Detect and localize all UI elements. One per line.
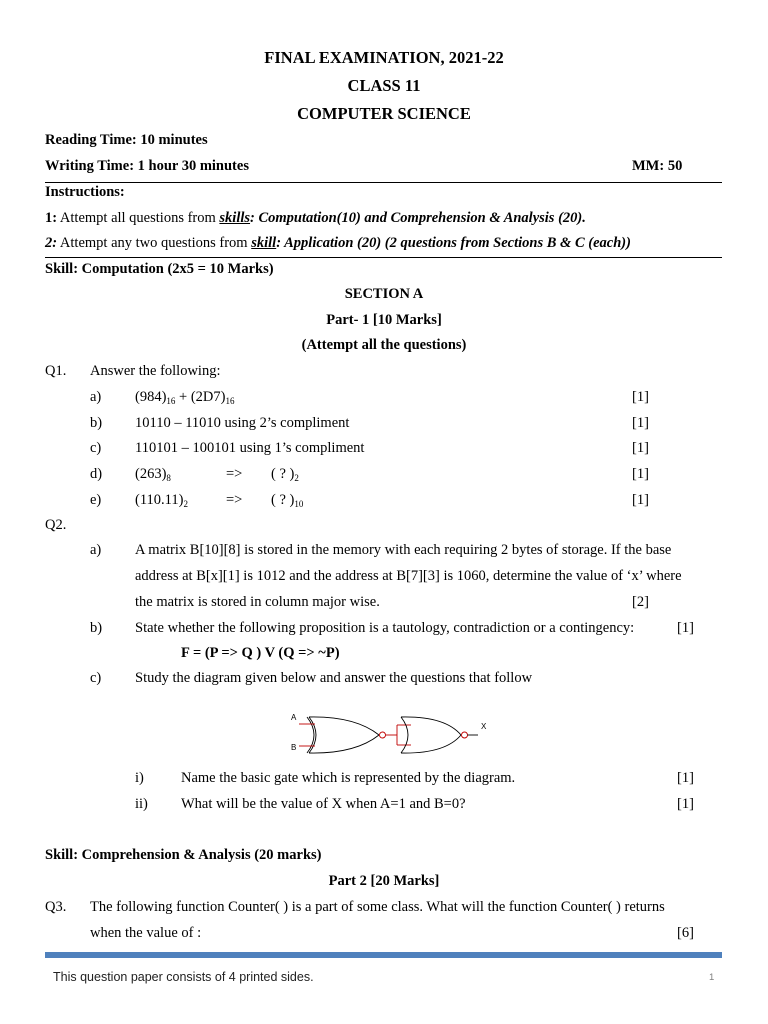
diagram-output-label: X [481, 722, 487, 731]
q2a-line1: A matrix B[10][8] is stored in the memory with each requiring 2 bytes of storage. If the base [135, 542, 672, 558]
gate-2-bubble [462, 732, 468, 738]
q2c-label: c) [90, 670, 102, 686]
q3-number: Q3. [45, 899, 67, 915]
q1d-value: $(263)_8$ [135, 466, 171, 483]
q2c-ii-text: What will be the value of X when A=1 and B=0? [181, 796, 466, 812]
instruction-1 [45, 210, 586, 227]
q1b-text: 10110 – 11010 using 2’s compliment [135, 415, 350, 431]
q2a-label: a) [90, 542, 102, 558]
q1a-marks: [1] [632, 389, 649, 405]
q1e-marks: [1] [632, 492, 649, 508]
instruction-2-number: 2: [45, 235, 58, 251]
q1c-marks: [1] [632, 440, 649, 456]
q1e-target: ( ? )$_{10}$ [271, 492, 304, 509]
part-1-note: (Attempt all the questions) [301, 337, 467, 353]
header-divider [45, 182, 722, 183]
q1d-marks: [1] [632, 466, 649, 482]
q1-text: Answer the following: [90, 363, 221, 379]
class-title: CLASS 11 [347, 76, 421, 95]
q2c-i-text: Name the basic gate which is represented by the diagram. [181, 770, 516, 786]
q2b-label: b) [90, 620, 103, 636]
instruction-1-text: Attempt all questions from [57, 210, 220, 226]
q1-number: Q1. [45, 363, 67, 379]
q1a-text: $(984)_{16} + (2D7)_{16}$ [135, 389, 235, 406]
q1c-label: c) [90, 440, 102, 456]
q2c-i-marks: [1] [677, 770, 694, 786]
instructions-divider [45, 257, 722, 258]
q2-number: Q2. [45, 517, 67, 533]
skill-comprehension-heading: Skill: Comprehension & Analysis (20 marks) [45, 847, 322, 863]
diagram-input-a-label: A [291, 713, 297, 722]
q2b-text: State whether the following proposition is a tautology, contradiction or a contingency: [135, 620, 635, 636]
q3-line2: when the value of : [90, 925, 202, 941]
gate-1-bubble [380, 732, 386, 738]
footer-text: This question paper consists of 4 printed sides. [53, 970, 314, 984]
instruction-1-skill: skills [219, 210, 251, 226]
q2a-line3: the matrix is stored in column major wise. [135, 594, 380, 610]
q3-marks: [6] [677, 925, 694, 941]
instructions-heading: Instructions: [45, 184, 125, 200]
q1e-label: e) [90, 492, 102, 508]
q1a-label: a) [90, 389, 102, 405]
q1d-arrow: => [226, 466, 243, 482]
q1e-arrow: => [226, 492, 243, 508]
instruction-1-rest: : Computation(10) and Comprehension & Analysis (20). [250, 210, 586, 226]
q1d-target: ( ? )$_2$ [271, 466, 299, 483]
q1b-label: b) [90, 415, 103, 431]
gate-2-shape [401, 717, 461, 753]
part-2-heading: Part 2 [20 Marks] [328, 873, 440, 889]
skill-computation-heading: Skill: Computation (2x5 = 10 Marks) [45, 261, 274, 277]
section-a-heading: SECTION A [344, 286, 424, 302]
max-marks: MM: 50 [632, 158, 683, 174]
subject-title: COMPUTER SCIENCE [297, 104, 471, 123]
q2b-formula: F = (P => Q ) V (Q => ~P) [181, 645, 340, 661]
q2c-ii-marks: [1] [677, 796, 694, 812]
instruction-2-text: Attempt any two questions from [57, 235, 252, 251]
instruction-2-rest: : Application (20) (2 questions from Sections B & C (each)) [276, 235, 631, 251]
instruction-1-number: 1: [45, 210, 58, 226]
q3-line1: The following function Counter( ) is a part of some class. What will the function Counter( ) returns [90, 899, 665, 915]
reading-time: Reading Time: 10 minutes [45, 132, 208, 148]
q2a-marks: [2] [632, 594, 649, 610]
q2c-text: Study the diagram given below and answer the questions that follow [135, 670, 533, 686]
q1e-value: $(110.11)_2$ [135, 492, 188, 509]
q1c-text: 110101 – 100101 using 1’s compliment [135, 440, 365, 456]
footer-bar [45, 952, 722, 958]
q2c-ii-label: ii) [135, 796, 148, 812]
diagram-input-b-label: B [291, 743, 297, 752]
gate-1-shape [307, 717, 379, 753]
q1d-label: d) [90, 466, 103, 482]
q2c-i-label: i) [135, 770, 144, 786]
instruction-2 [45, 235, 631, 252]
q2b-marks: [1] [677, 620, 694, 636]
q1b-marks: [1] [632, 415, 649, 431]
exam-title: FINAL EXAMINATION, 2021-22 [264, 48, 504, 67]
instruction-2-skill: skill [251, 235, 277, 251]
page-number: 1 [709, 972, 715, 983]
logic-gate-diagram [285, 708, 495, 758]
part-1-heading: Part- 1 [10 Marks] [326, 312, 442, 328]
q2a-line2: address at B[x][1] is 1012 and the address at B[7][3] is 1060, determine the value of ‘x’ where [135, 568, 682, 584]
writing-time: Writing Time: 1 hour 30 minutes [45, 158, 249, 174]
